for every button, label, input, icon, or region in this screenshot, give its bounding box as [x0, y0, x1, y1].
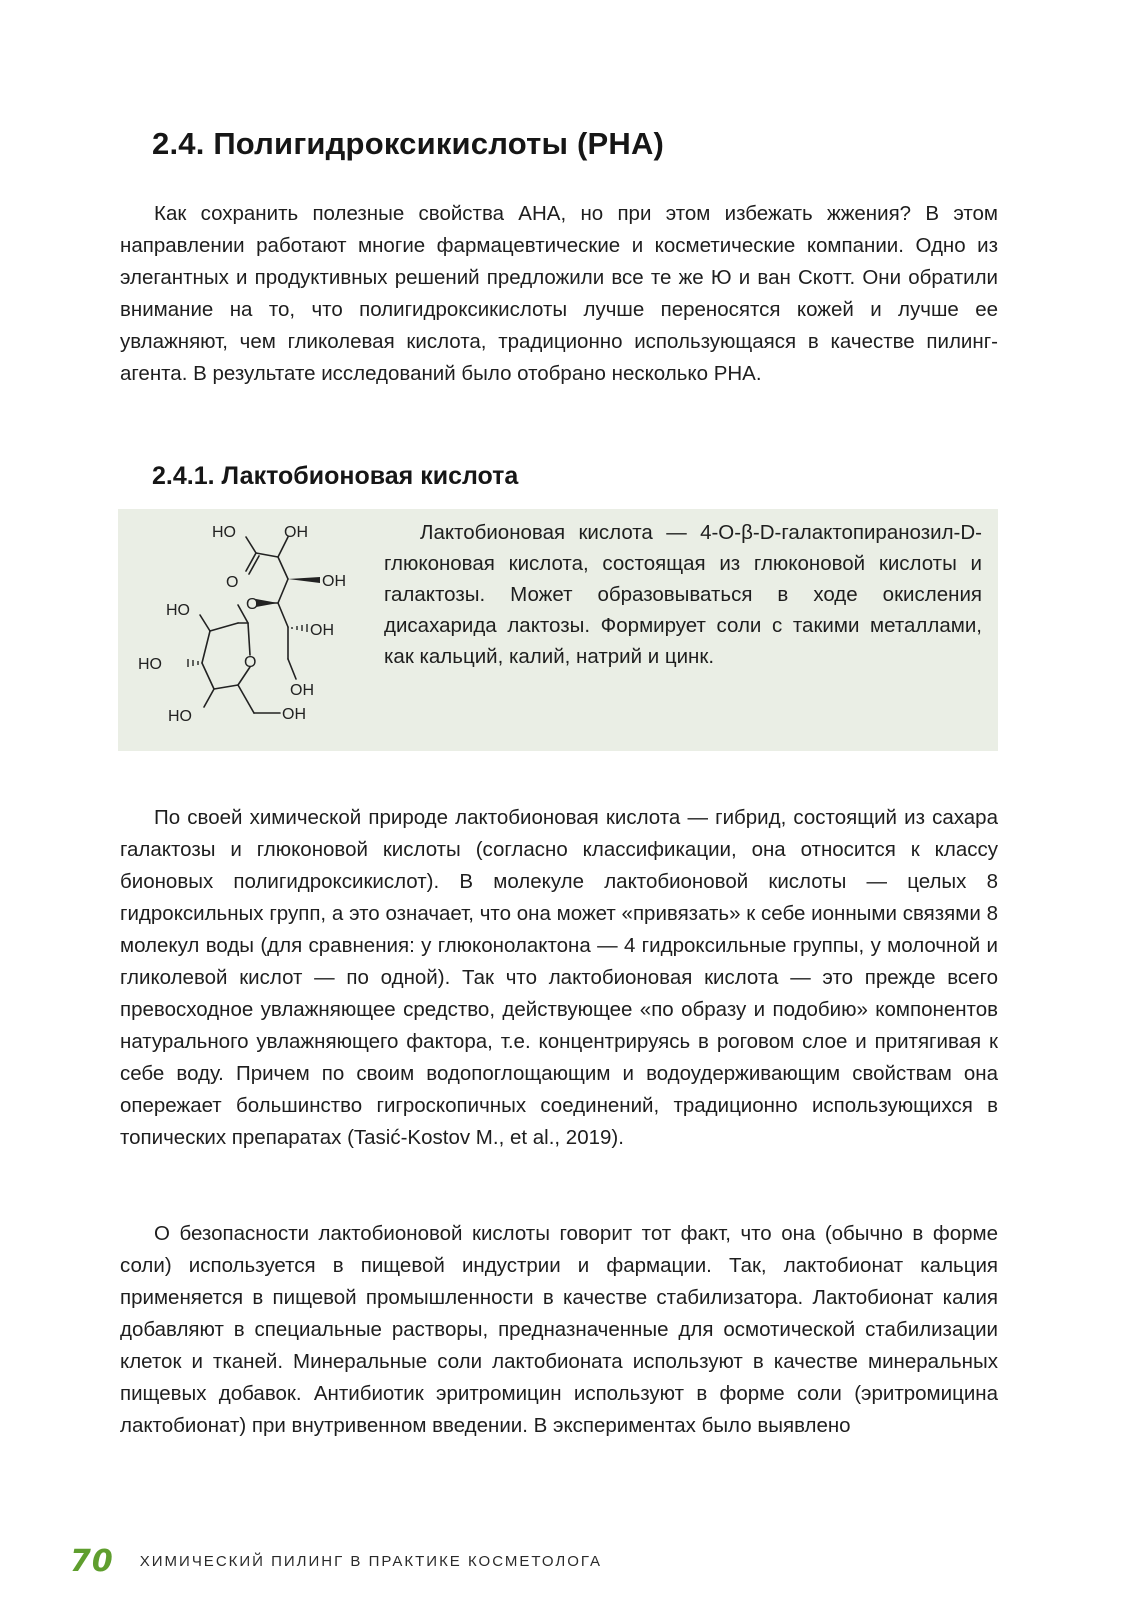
- running-head: ХИМИЧЕСКИЙ ПИЛИНГ В ПРАКТИКЕ КОСМЕТОЛОГА: [139, 1552, 603, 1570]
- paragraph-text: По своей химической природе лактобионовая кислота — гибрид, состоящий из сахара галактозы и глюконовой кислоты (согласно классификации, она относится к классу бионовых полигидроксикислот). В молекуле лактобионовой кислоты — целых 8 гидроксильных групп, а это означает, что она может «привязать» к себе ионными связями 8 молекул воды (для сравнения: у глюконолактона — 4 гидроксильные группы, у молочной и гликолевой кислот — по одной). Так что лактобионовая кислота — это прежде всего превосходное увлажняющее средство, действующее «по образу и подобию» компонентов натурального увлажняющего фактора, т.е. концентрируясь в роговом слое и притягивая к себе воду. Причем по своим водопоглощающим и водоудерживающим свойствам она опережает большинство гигроскопичных соединений, традиционно использующихся в топических препаратах (Tasić-Kostov M., et al., 2019).: [120, 806, 998, 1149]
- paragraph: [120, 802, 998, 1154]
- mol-label-oh-wedge: OH: [322, 573, 346, 590]
- subsection-title: 2.4.1. Лактобионовая кислота: [152, 462, 519, 490]
- intro-paragraph: [120, 198, 998, 390]
- info-box: [118, 509, 998, 751]
- lactobionic-acid-structure: [138, 517, 378, 742]
- mol-label-ho-top: HO: [212, 524, 236, 541]
- mol-label-oh-ch2: OH: [282, 706, 306, 723]
- mol-label-oh-chain-end: OH: [290, 682, 314, 699]
- box-description: [384, 517, 982, 672]
- paragraph-text: О безопасности лактобионовой кислоты говорит тот факт, что она (обычно в форме соли) используется в пищевой индустрии и фармации. Так, лактобионат кальция применяется в пищевой промышленности в качестве стабилизатора. Лактобионат калия добавляют в специальные растворы, предназначенные для осмотической стабилизации клеток и тканей. Минеральные соли лактобионата используют в качестве минеральных пищевых добавок. Антибиотик эритромицин используют в форме соли (эритромицина лактобионат) при внутривенном введении. В экспериментах было выявлено: [120, 1222, 998, 1437]
- paragraph: [120, 1218, 998, 1442]
- mol-label-ho-bottom: HO: [168, 708, 192, 725]
- mol-label-ho-left: HO: [138, 656, 162, 673]
- mol-label-ho-ring-top: HO: [166, 602, 190, 619]
- mol-label-o-link: O: [246, 596, 259, 613]
- mol-label-o-carbonyl: O: [226, 574, 239, 591]
- page-number: 70: [70, 1543, 114, 1579]
- mol-label-oh-hash: OH: [310, 622, 334, 639]
- mol-label-oh-top: OH: [284, 524, 308, 541]
- box-description-text: Лактобионовая кислота — 4-О-β-D-галактопиранозил-D-глюконовая кислота, состоящая из глюконовой кислоты и галактозы. Может образовываться в ходе окисления дисахарида лактозы. Формирует соли с такими металлами, как кальций, калий, натрий и цинк.: [384, 521, 982, 668]
- intro-text: Как сохранить полезные свойства АНА, но при этом избежать жжения? В этом направлении работают многие фармацевтические и косметические компании. Одно из элегантных и продуктивных решений предложили все те же Ю и ван Скотт. Они обратили внимание на то, что полигидроксикислоты лучше переносятся кожей и лучше ее увлажняют, чем гликолевая кислота, традиционно использующаяся в качестве пилинг-агента. В результате исследований было отобрано несколько PHA.: [120, 202, 998, 385]
- mol-label-o-ring: O: [244, 654, 257, 671]
- section-title: 2.4. Полигидроксикислоты (PHA): [152, 126, 665, 161]
- page-footer: [70, 1544, 602, 1578]
